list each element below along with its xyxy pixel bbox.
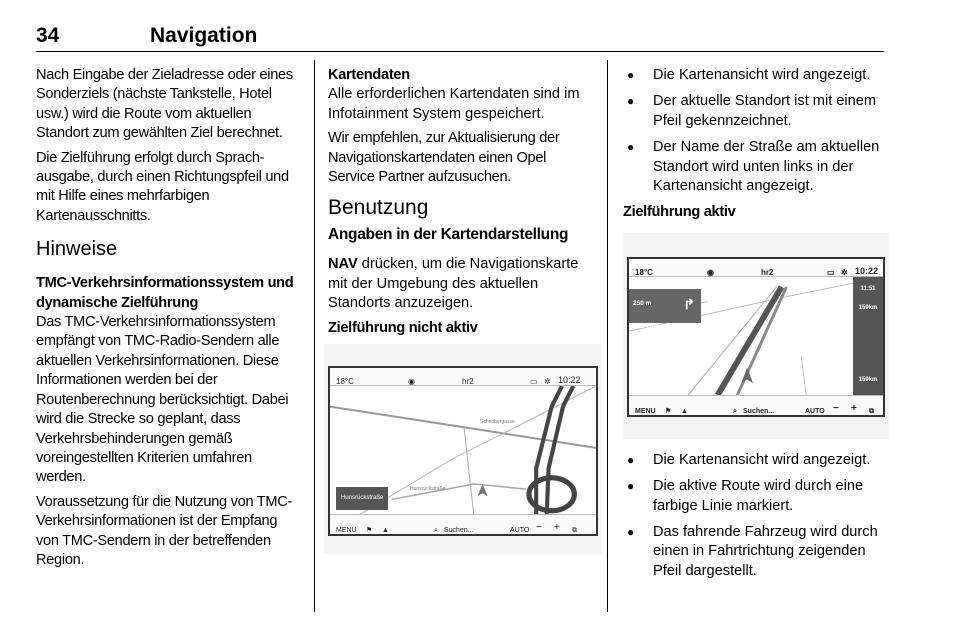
person-icon[interactable]: ▲ xyxy=(681,407,688,415)
settings-icon: ✲ xyxy=(841,267,848,277)
page-header xyxy=(36,22,884,52)
bullet-list-2 xyxy=(623,451,889,581)
clock: 10:22 xyxy=(855,265,879,276)
options-icon[interactable]: ⧉ xyxy=(869,407,874,415)
zoom-in-icon[interactable]: + xyxy=(554,522,560,534)
list-item: ● Die Kartenansicht wird angezeigt. xyxy=(623,451,889,470)
heading-aktiv: Zielführung aktiv xyxy=(623,204,736,221)
clock: 10:22 xyxy=(558,375,581,386)
page-number: 34 xyxy=(36,24,60,47)
heading-hinweise: Hinweise xyxy=(36,238,118,261)
paragraph: Das TMC-Verkehrsinformationssystem empfängt von TMC-Radio-Sendern alle aktuellen Verkehrsinformationen. Diese Informationen werden bei der Routenberechnung berücksichtigt. Dabei wird die Strecke so geplant, dass Verkehrsbehinderungen gemäß voreingestellten Kriterien umfahren werden. xyxy=(36,314,289,486)
status-bar xyxy=(629,259,883,277)
radio-source: hr2 xyxy=(462,377,474,387)
column-3 xyxy=(623,66,889,588)
control-bar xyxy=(330,514,596,534)
search-icon[interactable]: ⌕ xyxy=(733,407,737,415)
maneuver-panel xyxy=(629,289,701,331)
flag-icon[interactable]: ⚑ xyxy=(366,527,373,535)
search-icon[interactable]: ⌕ xyxy=(434,527,438,535)
heading-benutzung: Benutzung xyxy=(328,196,429,220)
temperature: 18°C xyxy=(635,267,653,277)
search-button[interactable]: Suchen... xyxy=(444,527,474,535)
eta-distance: 159km xyxy=(858,305,878,312)
options-icon[interactable]: ⧉ xyxy=(572,527,577,535)
vehicle-arrow-icon xyxy=(741,367,753,383)
turn-right-arrow-icon: ↱ xyxy=(683,295,695,312)
figure-map-inactive xyxy=(324,344,602,554)
auto-zoom-button[interactable]: AUTO xyxy=(805,407,825,415)
heading-angaben: Angaben in der Kartendarstellung xyxy=(328,226,569,244)
zoom-out-icon[interactable]: − xyxy=(536,522,542,534)
heading-nicht-aktiv: Zielführung nicht aktiv xyxy=(328,319,478,336)
paragraph: Voraussetzung für die Nutzung von TMC-Verkehrsinformationen ist der Empfang von TMC-Sendern in der betreffenden Region. xyxy=(36,493,293,568)
column-divider xyxy=(607,60,608,612)
radio-source: hr2 xyxy=(761,267,774,277)
map-label: Schreibergasse xyxy=(480,419,515,426)
menu-button[interactable]: MENU xyxy=(336,527,357,535)
infotainment-screen xyxy=(328,366,598,536)
list-item: ● Der Name der Straße am aktuellen Standort wird unten links in der Kartenansicht angezeigt. xyxy=(623,138,889,196)
paragraph: Wir empfehlen, zur Aktualisierung der Navigationskartendaten einen Opel Service Partner aufzusuchen. xyxy=(328,130,560,186)
phone-icon: ▭ xyxy=(827,267,835,277)
network-icon: ◉ xyxy=(408,377,415,387)
heading-kartendaten: Kartendaten xyxy=(328,67,410,83)
nav-key: NAV xyxy=(328,256,358,273)
eta-time: 11:51 xyxy=(860,285,876,292)
auto-zoom-button[interactable]: AUTO xyxy=(510,527,530,535)
page-title: Navigation xyxy=(150,24,258,47)
phone-icon: ▭ xyxy=(530,377,538,387)
maneuver-road: A59 Bonn xyxy=(633,323,664,331)
search-button[interactable]: Suchen... xyxy=(743,407,775,415)
network-icon: ◉ xyxy=(707,267,714,277)
column-1 xyxy=(36,66,302,575)
infotainment-screen xyxy=(627,257,885,417)
heading-tmc: TMC-Verkehrsinformationssystem und dynamische Zielführung xyxy=(36,275,294,311)
status-bar xyxy=(330,368,596,386)
column-2 xyxy=(328,66,594,566)
maneuver-distance: 250 m xyxy=(633,299,652,307)
paragraph: Die Zielführung erfolgt durch Sprachausgabe, durch einen Richtungspfeil und mit Hilfe eines mehrfarbigen Kartenausschnitts. xyxy=(36,149,289,224)
list-item: ● Der aktuelle Standort ist mit einem Pfeil gekennzeichnet. xyxy=(623,92,889,131)
paragraph xyxy=(328,255,594,313)
eta-strip xyxy=(853,277,883,395)
map-label: Hunsrückstraße xyxy=(410,486,446,493)
list-item: ● Die aktive Route wird durch eine farbige Linie markiert. xyxy=(623,477,889,516)
street-name: Hunsrückstraße xyxy=(336,487,388,510)
paragraph: Nach Eingabe der Zieladresse oder eines Sonderziels (nächste Tankstelle, Hotel usw.) wird die Route vom aktuellen Standort zum gewählten Ziel berechnet. xyxy=(36,67,293,142)
figure-map-active xyxy=(623,233,889,439)
paragraph: Alle erforderlichen Kartendaten sind im Infotainment System gespeichert. xyxy=(328,86,580,122)
list-item: ● Das fahrende Fahrzeug wird durch einen in Fahrtrichtung zeigenden Pfeil dargestellt. xyxy=(623,523,889,581)
menu-button[interactable]: MENU xyxy=(635,407,656,415)
temperature: 18°C xyxy=(336,377,354,387)
zoom-out-icon[interactable]: − xyxy=(833,402,839,414)
column-divider xyxy=(314,60,315,612)
paragraph-text: drücken, um die Navigationskarte mit der Umgebung des aktuellen Standorts anzuzeigen. xyxy=(328,256,579,312)
list-item: ● Die Kartenansicht wird angezeigt. xyxy=(623,66,889,85)
settings-icon: ✲ xyxy=(544,377,551,387)
control-bar xyxy=(629,395,883,415)
zoom-in-icon[interactable]: + xyxy=(851,402,857,414)
bullet-list-1 xyxy=(623,66,889,196)
remaining-distance: 159km xyxy=(858,377,878,384)
person-icon[interactable]: ▲ xyxy=(382,527,389,535)
flag-icon[interactable]: ⚑ xyxy=(665,407,672,415)
